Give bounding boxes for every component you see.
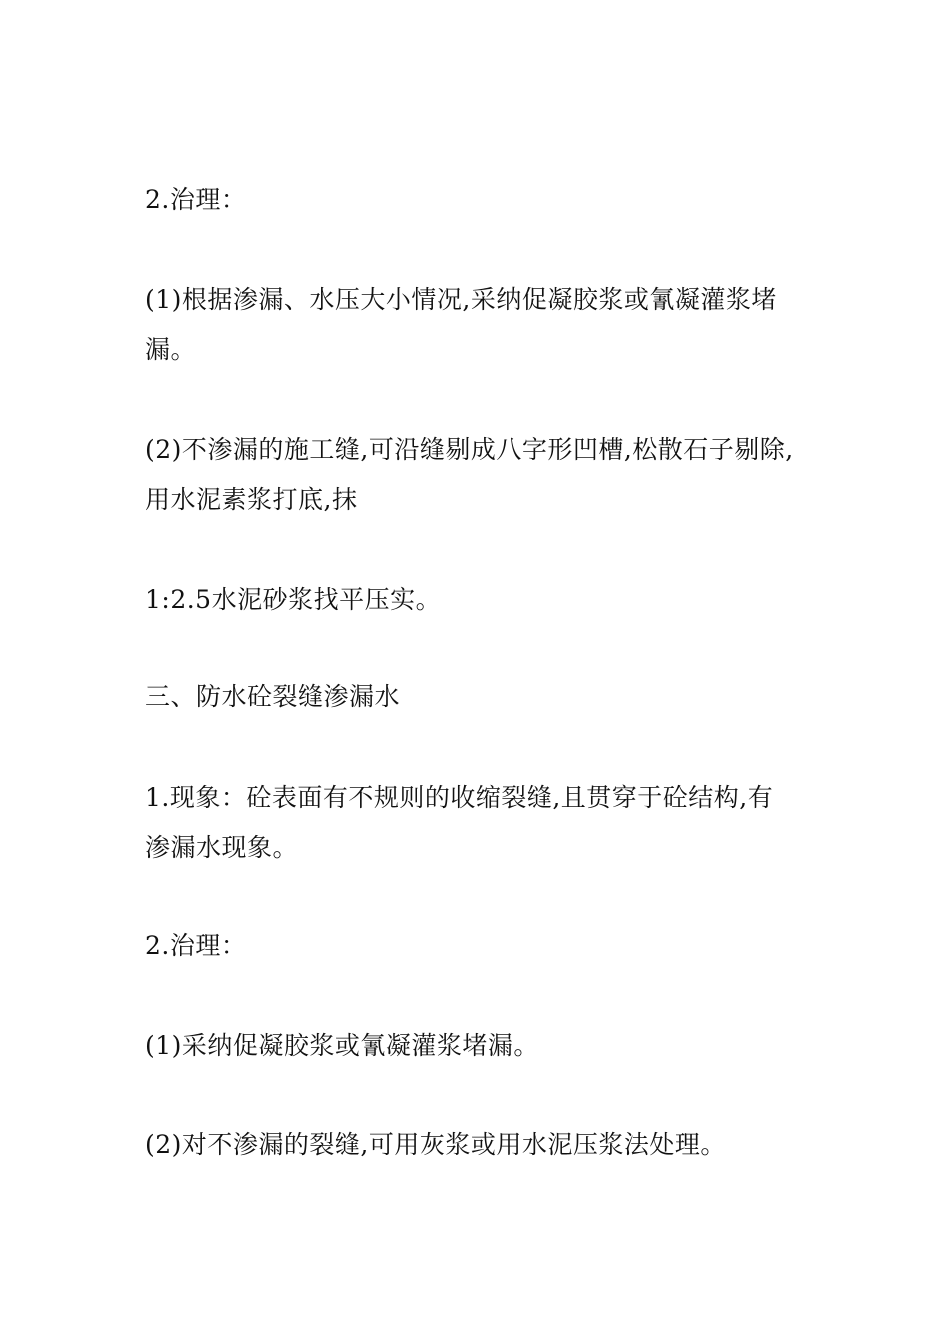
paragraph-treatment-item-4 xyxy=(145,1120,825,1170)
paragraph-line: 三、防水砼裂缝渗漏水 xyxy=(145,682,401,711)
paragraph-line: 1:2.5水泥砂浆找平压实。 xyxy=(145,585,442,614)
paragraph-line: (1)根据渗漏、水压大小情况,采纳促凝胶浆或氰凝灌浆堵 xyxy=(145,285,777,314)
paragraph-line: 漏。 xyxy=(145,335,197,364)
section-heading-crack-leakage xyxy=(145,672,825,722)
paragraph-line: (2)不渗漏的施工缝,可沿缝剔成八字形凹槽,松散石子剔除, xyxy=(145,435,794,464)
paragraph-line: (1)采纳促凝胶浆或氰凝灌浆堵漏。 xyxy=(145,1031,539,1060)
paragraph-line: 1.现象：砼表面有不规则的收缩裂缝,且贯穿于砼结构,有 xyxy=(145,783,774,812)
paragraph-treatment-heading-1 xyxy=(145,175,825,225)
paragraph-treatment-item-2 xyxy=(145,425,825,525)
paragraph-treatment-heading-2 xyxy=(145,921,825,971)
paragraph-line: (2)对不渗漏的裂缝,可用灰浆或用水泥压浆法处理。 xyxy=(145,1130,726,1159)
paragraph-line: 2.治理： xyxy=(145,931,247,960)
paragraph-treatment-item-1 xyxy=(145,275,825,375)
paragraph-phenomenon xyxy=(145,773,825,873)
paragraph-line: 2.治理： xyxy=(145,185,247,214)
paragraph-line: 渗漏水现象。 xyxy=(145,833,299,862)
paragraph-line: 用水泥素浆打底,抹 xyxy=(145,485,358,514)
paragraph-treatment-item-3 xyxy=(145,1021,825,1071)
paragraph-mortar-ratio xyxy=(145,575,825,625)
